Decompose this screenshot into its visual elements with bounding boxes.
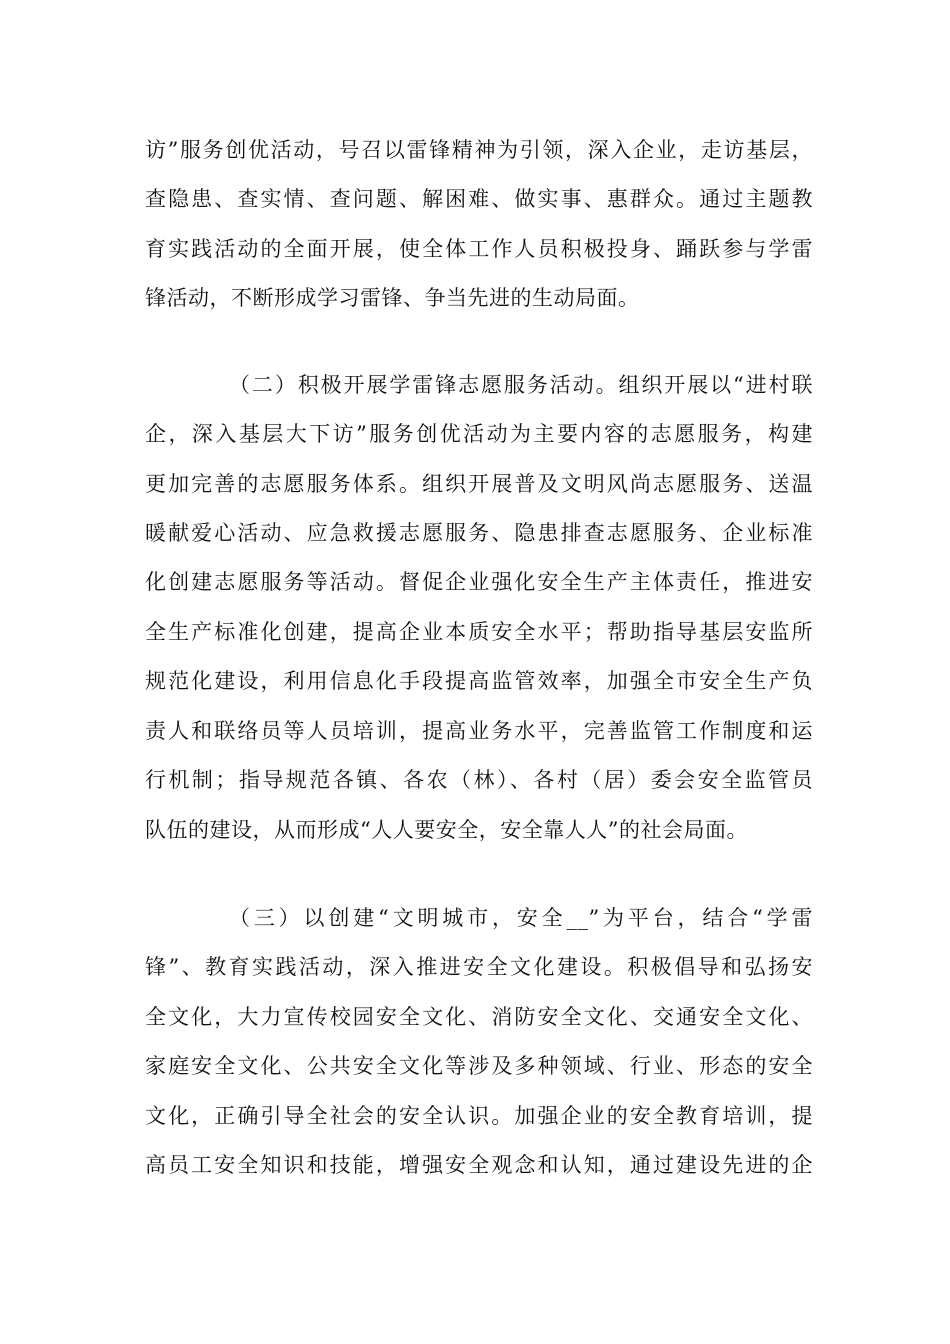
text-line: 育实践活动的全面开展，使全体工作人员积极投身、踊跃参与学雷 [145, 237, 813, 261]
text-line: 全生产标准化创建，提高企业本质安全水平；帮助指导基层安监所 [145, 620, 813, 644]
text-line: 更加完善的志愿服务体系。组织开展普及文明风尚志愿服务、送温 [145, 472, 813, 496]
text-line: 文化，正确引导全社会的安全认识。加强企业的安全教育培训，提 [145, 1104, 813, 1128]
text-line: 化创建志愿服务等活动。督促企业强化安全生产主体责任，推进安 [145, 570, 813, 594]
text-line: 访”服务创优活动，号召以雷锋精神为引领，深入企业，走访基层， [145, 138, 813, 162]
text-line: 行机制；指导规范各镇、各农（林）、各村（居）委会安全监管员 [145, 768, 813, 792]
text-line: 锋”、教育实践活动，深入推进安全文化建设。积极倡导和弘扬安 [145, 955, 813, 979]
text-line: 企，深入基层大下访”服务创优活动为主要内容的志愿服务，构建 [145, 422, 813, 446]
text-line: 家庭安全文化、公共安全文化等涉及多种领域、行业、形态的安全 [145, 1054, 813, 1078]
text-line: 规范化建设，利用信息化手段提高监管效率，加强全市安全生产负 [145, 669, 813, 693]
text-line: 队伍的建设，从而形成“人人要安全，安全靠人人”的社会局面。 [145, 818, 748, 842]
text-line: 查隐患、查实情、查问题、解困难、做实事、惠群众。通过主题教 [145, 187, 813, 211]
text-line: （三）以创建“文明城市，安全__”为平台，结合“学雷 [229, 906, 813, 930]
text-line: 锋活动，不断形成学习雷锋、争当先进的生动局面。 [145, 286, 640, 310]
text-line: 全文化，大力宣传校园安全文化、消防安全文化、交通安全文化、 [145, 1005, 813, 1029]
text-line: 高员工安全知识和技能，增强安全观念和认知，通过建设先进的企 [145, 1153, 813, 1177]
text-line: 责人和联络员等人员培训，提高业务水平，完善监管工作制度和运 [145, 719, 813, 743]
text-line: 暖献爱心活动、应急救援志愿服务、隐患排查志愿服务、企业标准 [145, 521, 813, 545]
text-line: （二）积极开展学雷锋志愿服务活动。组织开展以“进村联 [229, 373, 813, 397]
